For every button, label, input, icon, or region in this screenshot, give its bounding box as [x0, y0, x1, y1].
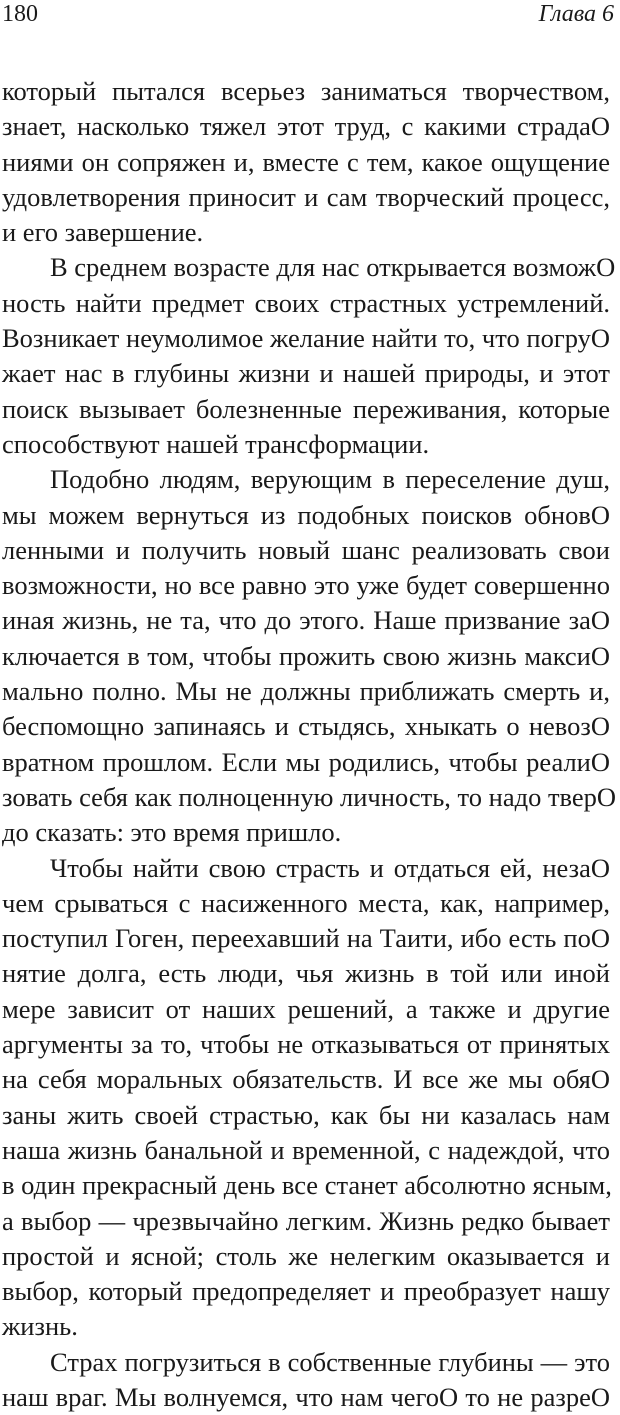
text-line: наш враг. Мы волнуемся, что нам чегоO то не разреO — [2, 1381, 610, 1412]
paragraph — [2, 1345, 610, 1415]
text-line: в один прекрасный день все станет абсолютно ясным, — [2, 1170, 612, 1201]
text-line: ленными и получить новый шанс реализовать свои — [2, 534, 610, 565]
text-line: жизнь. — [2, 1311, 78, 1342]
text-line: и его завершение. — [2, 217, 204, 248]
text-line: ность найти предмет своих страстных устремлений. — [2, 287, 610, 318]
text-line: мы можем вернуться из подобных поисков обновO — [2, 499, 610, 530]
paragraph — [2, 851, 610, 1345]
text-line: поиск вызывает болезненные переживания, которые — [2, 393, 610, 424]
text-line: чем срываться с насиженного места, как, например, — [2, 887, 610, 918]
text-line: В среднем возрасте для нас открывается возможO — [50, 252, 616, 283]
text-line: поступил Гоген, переехавший на Таити, ибо есть поO — [2, 923, 610, 954]
running-header — [2, 0, 614, 30]
text-line: зовать себя как полноценную личность, то надо тверO — [2, 781, 617, 812]
text-line: Чтобы найти свою страсть и отдаться ей, незаO — [50, 852, 610, 883]
text-line: вратном прошлом. Если мы родились, чтобы реалиO — [2, 746, 610, 777]
text-line: выбор, который предопределяет и преобразует нашу — [2, 1276, 610, 1307]
text-line: возможности, но все равно это уже будет совершенно — [2, 570, 610, 601]
text-line: заны жить своей страстью, как бы ни казалась нам — [2, 1099, 610, 1130]
paragraph — [2, 462, 617, 850]
text-line: Страх погрузиться в собственные глубины — это — [50, 1346, 610, 1377]
text-line: мере зависит от наших решений, а также и другие — [2, 993, 610, 1024]
text-line: Возникает неумолимое желание найти то, что погруO — [2, 323, 610, 354]
text-line: знает, насколько тяжел этот труд, с какими страдаO — [2, 111, 610, 142]
text-line: Подобно людям, верующим в переселение душ, — [50, 464, 610, 495]
text-line: аргументы за то, чтобы не отказываться от принятых — [2, 1029, 610, 1060]
text-line: жает нас в глубины жизни и нашей природы, и этот — [2, 358, 610, 389]
text-line: простой и ясной; столь же нелегким оказывается и — [2, 1240, 610, 1271]
text-line: иная жизнь, не та, что до этого. Наше призвание заO — [2, 605, 610, 636]
text-line: до сказать: это время пришло. — [2, 817, 342, 848]
body-text — [2, 74, 617, 1415]
text-line: нятие долга, есть люди, чья жизнь в той или иной — [2, 958, 610, 989]
text-line: ключается в том, чтобы прожить свою жизнь максиO — [2, 640, 610, 671]
text-line: который пытался всерьез заниматься творчеством, — [2, 76, 610, 106]
chapter-title: Глава 6 — [538, 1, 614, 27]
text-line: ниями он сопряжен и, вместе с тем, какое ощущение — [2, 146, 610, 177]
text-line: наша жизнь банальной и временной, с надеждой, что — [2, 1134, 610, 1165]
page-number: 180 — [2, 1, 38, 27]
text-line: на себя моральных обязательств. И все же мы обяO — [2, 1064, 610, 1095]
text-line: мально полно. Мы не должны приближать смерть и, — [2, 676, 610, 707]
text-line: удовлетворения приносит и сам творческий процесс, — [2, 181, 610, 212]
paragraph — [2, 74, 610, 250]
text-line: способствуют нашей трансформации. — [2, 428, 430, 459]
text-line: а выбор — чрезвычайно легким. Жизнь редко бывает — [2, 1205, 610, 1236]
paragraph — [2, 250, 616, 462]
text-line: беспомощно запинаясь и стыдясь, хныкать о невозO — [2, 711, 610, 742]
